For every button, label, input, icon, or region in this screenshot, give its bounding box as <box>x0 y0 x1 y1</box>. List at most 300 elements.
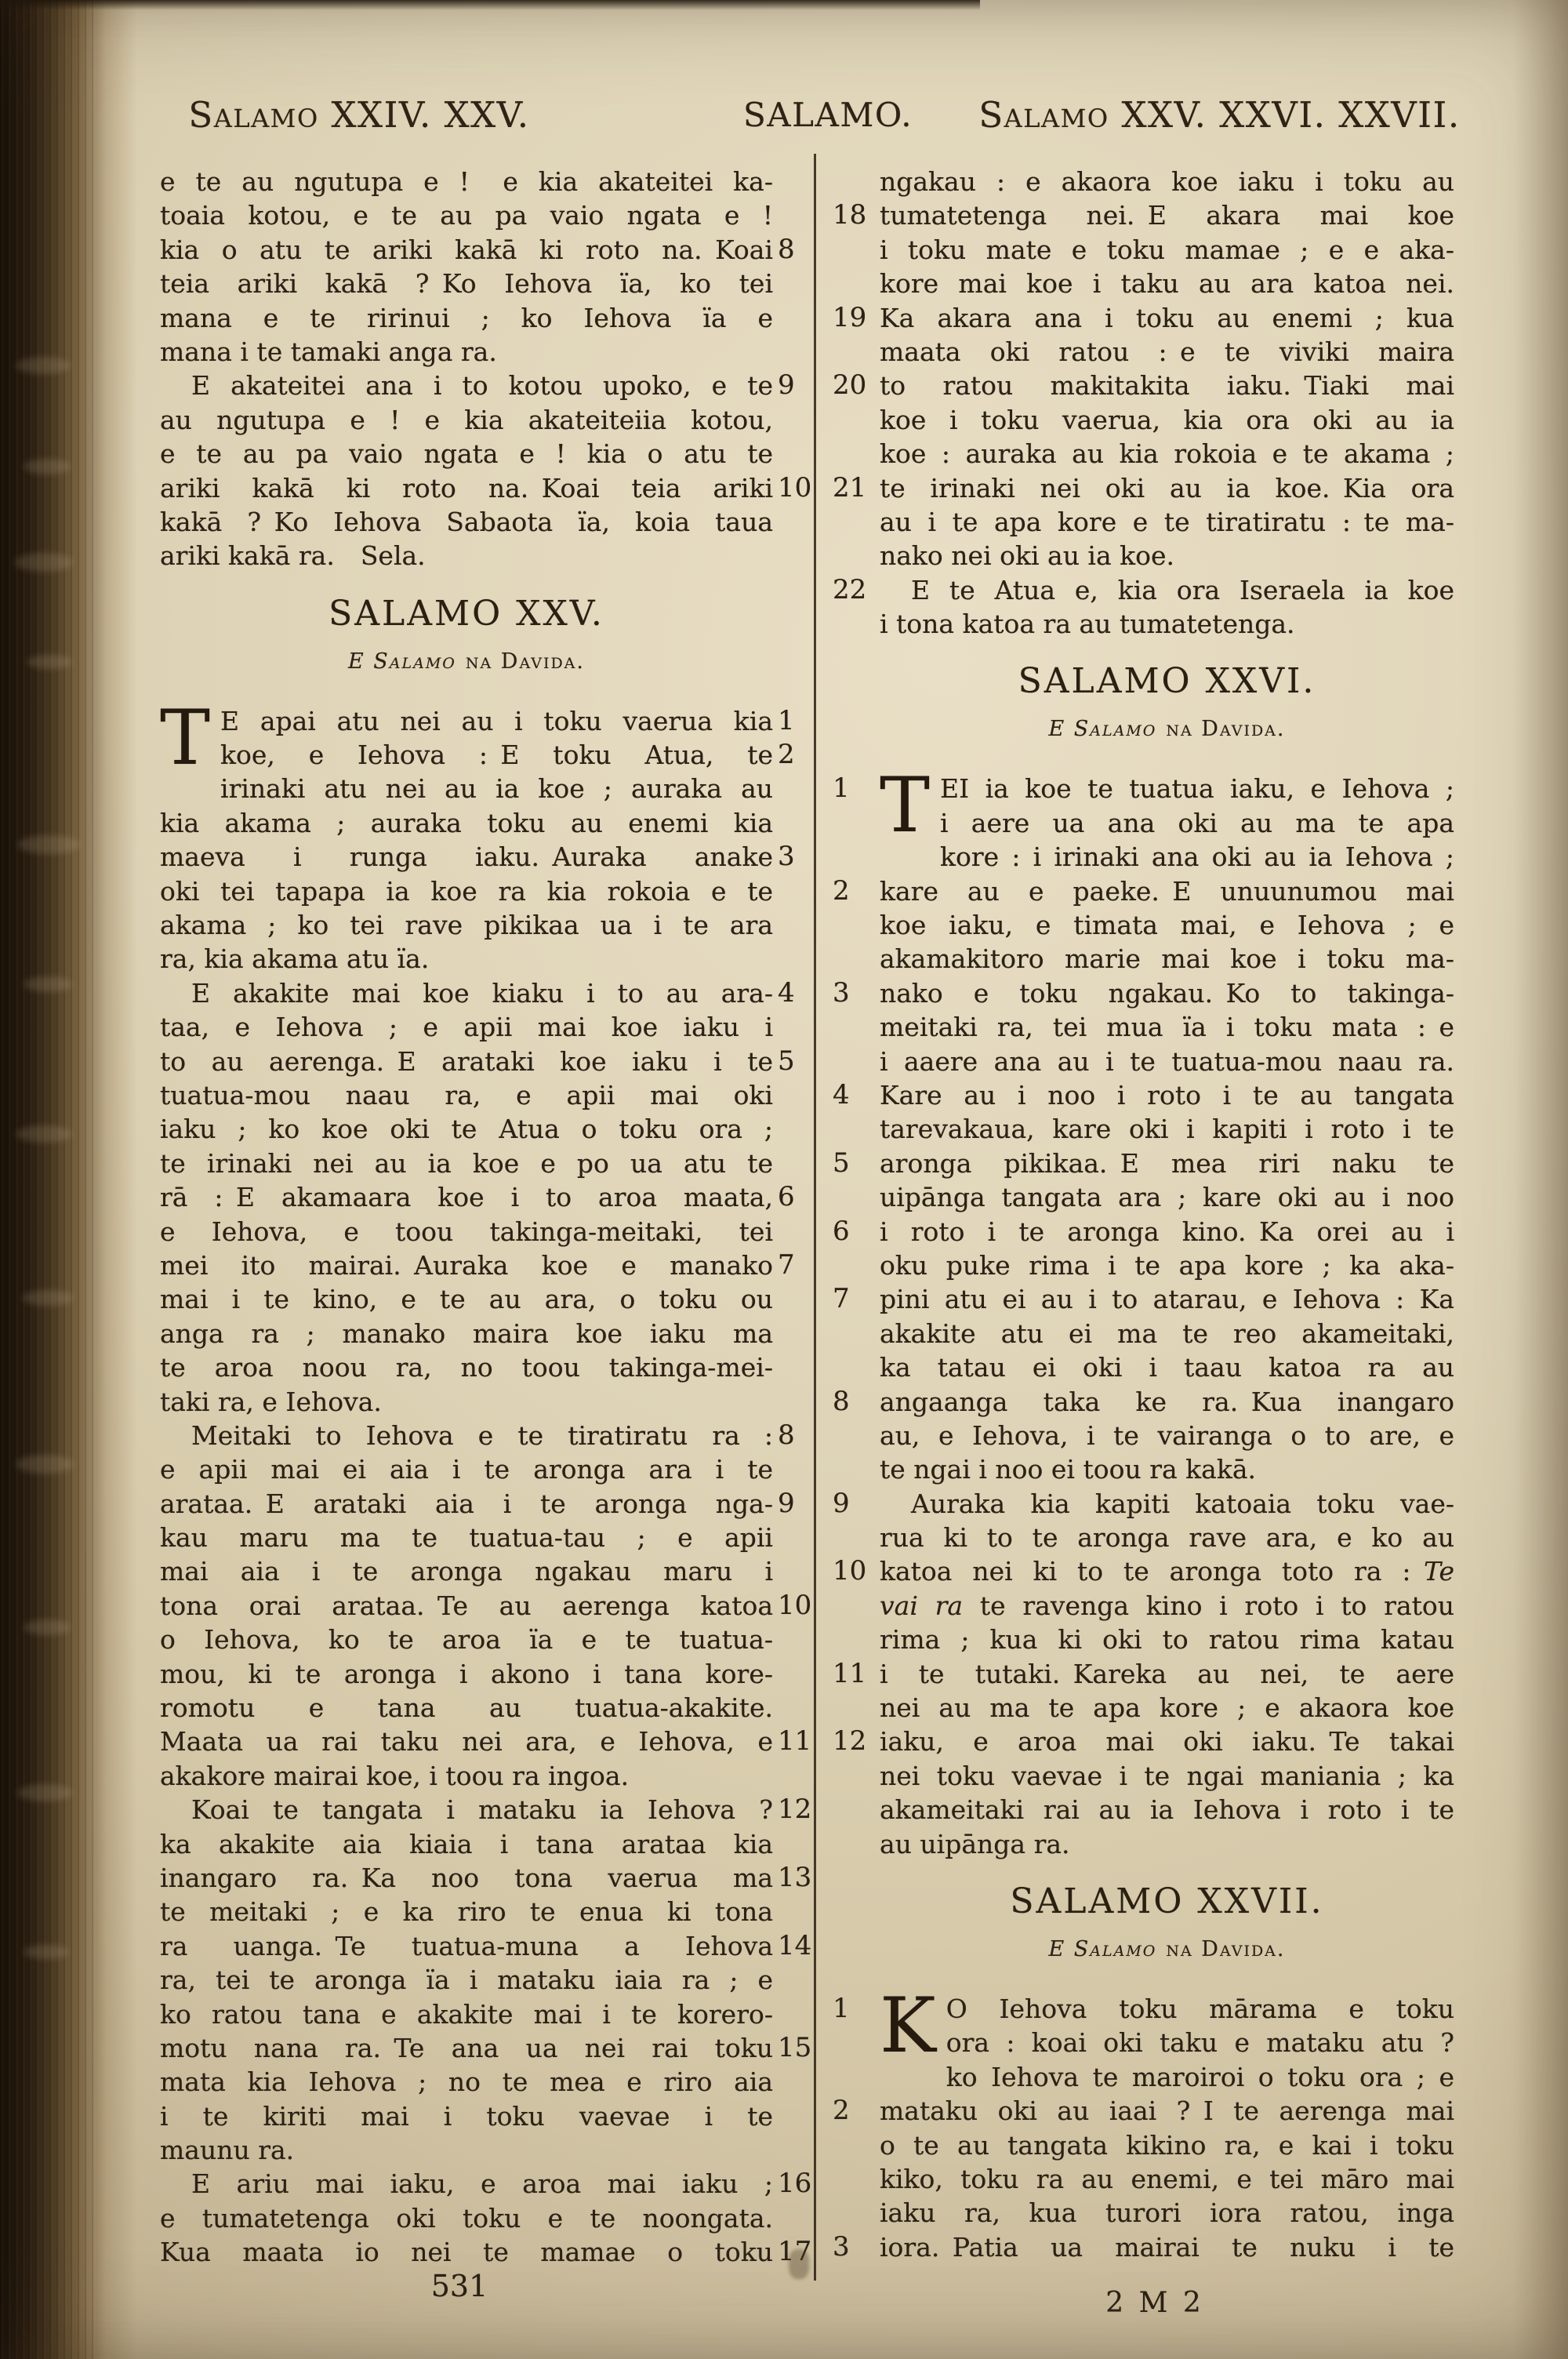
text-line-content: to ratou makitakita iaku. Tiaki mai <box>880 370 1454 402</box>
verse-number: 22 <box>833 573 867 605</box>
verse-number: 10 <box>833 1555 867 1587</box>
text-line <box>833 1147 1454 1180</box>
text-line <box>160 772 773 805</box>
verse-number: 11 <box>833 1657 867 1689</box>
text-line <box>160 874 773 908</box>
text-line <box>160 1861 812 1895</box>
text-line-content: O Iehova toku mārama e toku <box>946 1993 1454 2024</box>
text-line-content: e tumatetenga oki toku e te noongata. <box>160 2202 773 2234</box>
printers-signature: 2 M 2 <box>1105 2287 1204 2319</box>
text-line <box>880 2128 1454 2162</box>
text-line-content: Kua maata io nei te mamae o toku <box>160 2237 773 2268</box>
verse-number: 8 <box>833 1385 850 1417</box>
text-line <box>160 2167 812 2201</box>
text-line-content: i roto i te aronga kino. Ka orei au i <box>880 1216 1454 1247</box>
text-line <box>160 1623 773 1656</box>
text-line <box>160 1691 773 1725</box>
gutter-smudge <box>24 1945 69 1959</box>
verse-number: 19 <box>833 301 867 333</box>
gutter-smudge <box>24 1619 71 1635</box>
text-line <box>160 471 812 505</box>
text-line <box>880 1691 1454 1725</box>
text-line-content: E ariu mai iaku, e aroa mai iaku ; <box>191 2168 773 2200</box>
verse-number: 8 <box>778 1419 795 1451</box>
gutter-smudge <box>17 1784 72 1801</box>
text-line-content: e Iehova, e toou takinga-meitaki, tei <box>160 1216 773 1247</box>
drop-cap: K <box>880 1981 936 2070</box>
text-line-content: inangaro ra. Ka noo tona vaerua ma <box>160 1862 773 1893</box>
text-line-content: te irinaki nei oki au ia koe. Kia ora <box>880 472 1454 503</box>
verse-number: 3 <box>833 976 850 1009</box>
text-line <box>160 505 773 539</box>
verse-number: 7 <box>778 1249 795 1281</box>
verse-number: 15 <box>778 2031 812 2063</box>
text-line <box>160 1180 795 1214</box>
text-line-content: mata kia Iehova ; no te mea e riro aia <box>160 2066 773 2098</box>
text-line <box>880 2196 1454 2230</box>
text-line-content: meitaki ra, tei mua ïa i toku mata : e <box>880 1012 1454 1043</box>
text-line <box>880 1793 1454 1826</box>
text-line <box>160 2031 812 2065</box>
psalm-subtitle: E Salamo na Davida. <box>347 649 585 674</box>
text-line-content: nei toku vaevae i te ngai maniania ; ka <box>880 1760 1454 1791</box>
text-line-content: irinaki atu nei au ia koe ; auraka au <box>220 773 773 805</box>
text-line-content: akameitaki rai au ia Iehova i roto i te <box>880 1794 1454 1826</box>
text-line <box>880 942 1454 976</box>
text-line-content: nei au ma te apa kore ; e akaora koe <box>880 1692 1454 1724</box>
text-line <box>160 301 773 335</box>
text-line <box>160 1487 795 1521</box>
text-line-content: kiko, toku ra au enemi, e tei māro mai <box>880 2163 1454 2194</box>
text-line <box>880 1180 1454 1214</box>
verse-number: 17 <box>778 2236 812 2268</box>
text-line <box>880 1317 1454 1350</box>
verse-number: 4 <box>833 1078 850 1110</box>
text-line-content: i tona katoa ra au tumatetenga. <box>880 609 1295 640</box>
text-line <box>160 1419 795 1452</box>
text-line-content: rā : E akamaara koe i to aroa maata, <box>160 1182 773 1213</box>
text-line <box>880 607 1454 641</box>
text-line-content: ra, kia akama atu ïa. <box>160 943 430 975</box>
text-line-content: kia akama ; auraka toku au enemi kia <box>160 807 773 838</box>
text-line <box>833 2094 1454 2128</box>
text-line-content: koe i toku vaerua, kia ora oki au ia <box>880 404 1454 435</box>
verse-number: 14 <box>778 1929 812 1961</box>
text-line <box>160 165 773 198</box>
text-line <box>160 1589 812 1623</box>
text-line <box>833 1215 1454 1249</box>
text-line <box>880 1045 1454 1078</box>
text-line-content: iaku ra, kua turori iora ratou, inga <box>880 2197 1454 2229</box>
verse-number: 21 <box>833 471 867 503</box>
text-line <box>880 806 1454 840</box>
text-line-content: mana e te ririnui ; ko Iehova ïa e <box>160 302 773 333</box>
verse-number: 2 <box>833 2095 850 2127</box>
text-line-content: au uipānga ra. <box>880 1828 1070 1859</box>
text-line <box>160 1147 773 1180</box>
text-line-content: motu nana ra. Te ana ua nei rai toku <box>160 2032 773 2063</box>
text-line <box>880 2162 1454 2196</box>
gutter-smudge <box>24 976 72 992</box>
text-line-content: e apii mai ei aia i te aronga ara i te <box>160 1454 773 1485</box>
drop-cap: T <box>880 761 931 850</box>
text-line-content: angaanga taka ke ra. Kua inangaro <box>880 1386 1454 1417</box>
psalm-subtitle: E Salamo na Davida. <box>1048 1936 1286 1961</box>
text-line-content: EI ia koe te tuatua iaku, e Iehova ; <box>940 773 1454 805</box>
verse-number: 20 <box>833 369 867 402</box>
text-line-content: ariki kakā ki roto na. Koai teia ariki <box>160 472 773 503</box>
text-line <box>160 908 773 942</box>
text-line <box>880 1521 1454 1554</box>
verse-number: 3 <box>778 841 795 873</box>
verse-number: 1 <box>778 704 795 736</box>
text-line-content: ko ratou tana e akakite mai i te korero- <box>160 1998 773 2030</box>
text-line <box>160 198 773 232</box>
text-line <box>160 1554 773 1588</box>
verse-number: 9 <box>778 1487 795 1519</box>
verse-number: 13 <box>778 1861 812 1893</box>
text-line-content: akakite atu ei ma te reo akameitaki, <box>880 1318 1454 1349</box>
text-line <box>160 1350 773 1384</box>
text-line <box>880 233 1454 267</box>
text-line <box>160 1657 773 1691</box>
text-line-content: i aaere ana au i te tuatua-mou naau ra. <box>880 1045 1454 1077</box>
verse-number: 3 <box>833 2230 850 2263</box>
psalm-heading: SALAMO XXVI. <box>1018 661 1316 702</box>
scan-top-edge <box>0 0 980 10</box>
text-line-content: katoa nei ki to te aronga toto ra : Te <box>880 1556 1454 1587</box>
verse-number: 5 <box>778 1045 795 1077</box>
text-line <box>833 1725 1454 1758</box>
verse-number: 1 <box>833 1992 850 2024</box>
text-line-content: kakā ? Ko Iehova Sabaota ïa, koia taua <box>160 506 773 537</box>
text-line <box>160 1282 773 1316</box>
text-line <box>160 437 773 471</box>
text-line-content: maata oki ratou : e te viviki maira <box>880 336 1454 367</box>
text-line-content: au, e Iehova, i te vairanga o to are, e <box>880 1419 1454 1451</box>
text-line <box>160 233 795 267</box>
verse-paragraph-dropcap <box>160 693 795 782</box>
text-line <box>833 976 1454 1010</box>
text-line-content: nako e toku ngakau. Ko to takinga- <box>880 977 1454 1009</box>
text-line-content: tarevakaua, kare oki i kapiti i roto i te <box>880 1114 1454 1145</box>
verse-number: 7 <box>833 1283 850 1315</box>
text-line <box>160 1521 773 1554</box>
text-line-content: pini atu ei au i to atarau, e Iehova : Ka <box>880 1284 1454 1315</box>
text-line-content: romotu e tana au tuatua-akakite. <box>160 1692 773 1724</box>
text-line-content: ka akakite aia kiaia i tana arataa kia <box>160 1828 773 1859</box>
text-line-content: Ka akara ana i toku au enemi ; kua <box>880 302 1454 333</box>
text-line-content: te aroa noou ra, no toou takinga-mei- <box>160 1352 773 1383</box>
text-line <box>880 908 1454 942</box>
text-line <box>833 772 1454 805</box>
text-line <box>160 267 773 300</box>
text-line-content: rua ki to te aronga rave ara, e ko au <box>880 1522 1454 1554</box>
text-line-content: tumatetenga nei. E akara mai koe <box>880 200 1454 231</box>
gutter-smudge <box>27 655 72 669</box>
text-line <box>160 704 795 738</box>
text-line-content: iaku, e aroa mai oki iaku. Te takai <box>880 1726 1454 1757</box>
text-line <box>880 1010 1454 1044</box>
text-line <box>160 1112 773 1146</box>
text-line-content: koe iaku, e timata mai, e Iehova ; e <box>880 910 1454 941</box>
text-line-content: kare au e paeke. E unuunumou mai <box>880 875 1454 907</box>
ink-blot <box>789 2249 809 2279</box>
gutter-smudge <box>22 1290 74 1306</box>
text-line <box>880 505 1454 539</box>
text-line <box>160 942 773 976</box>
text-line-content: te irinaki nei au ia koe e po ua atu te <box>160 1147 773 1179</box>
text-line <box>160 840 795 874</box>
text-line <box>160 1895 773 1928</box>
text-line <box>880 1419 1454 1452</box>
gutter-smudge <box>16 357 71 374</box>
text-line <box>160 2065 773 2099</box>
text-line <box>833 1554 1454 1588</box>
text-line <box>160 403 773 437</box>
text-line <box>880 840 1454 874</box>
text-line-content: e te au pa vaio ngata e ! kia o atu te <box>160 438 773 470</box>
text-line <box>833 1078 1454 1112</box>
psalm-subtitle: E Salamo na Davida. <box>1048 717 1286 742</box>
text-line-content: rima ; kua ki oki to ratou rima katau <box>880 1624 1454 1656</box>
text-line-content: E akateitei ana i to kotou upoko, e te <box>191 370 773 402</box>
text-line-content: oki tei tapapa ia koe ra kia rokoia e te <box>160 875 773 907</box>
verse-number: 11 <box>778 1725 812 1757</box>
text-line <box>160 1249 795 1282</box>
text-line-content: aronga pikikaa. E mea riri naku te <box>880 1147 1454 1179</box>
text-line <box>160 1317 773 1350</box>
psalm-heading: SALAMO XXVII. <box>1010 1881 1324 1921</box>
text-line <box>833 369 1454 402</box>
text-line-content: Auraka kia kapiti katoaia toku vae- <box>911 1488 1454 1519</box>
text-line-content: E akakite mai koe kiaku i to au ara- <box>191 977 773 1009</box>
text-line-content: Maata ua rai taku nei ara, e Iehova, e <box>160 1726 773 1757</box>
text-line <box>880 539 1454 572</box>
text-line <box>160 976 795 1010</box>
text-line <box>160 335 773 369</box>
text-line-content: i te tutaki. Kareka au nei, te aere <box>880 1658 1454 1689</box>
text-line-content: e te au ngutupa e ! e kia akateitei ka- <box>160 166 773 197</box>
text-line <box>833 1385 1454 1419</box>
page-number: 531 <box>430 2269 488 2303</box>
gutter-smudge <box>16 1455 74 1474</box>
text-line <box>880 1452 1454 1486</box>
text-line <box>160 539 773 572</box>
text-line <box>880 335 1454 369</box>
text-line-content: kore : i irinaki ana oki au ia Iehova ; <box>940 841 1454 873</box>
text-line <box>833 874 1454 908</box>
text-line <box>160 806 773 840</box>
verse-number: 8 <box>778 233 795 265</box>
text-line-content: oku puke rima i te apa kore ; ka aka- <box>880 1249 1454 1281</box>
text-line-content: maeva i runga iaku. Auraka anake <box>160 841 773 873</box>
drop-cap: T <box>160 693 211 782</box>
verse-number: 18 <box>833 199 867 231</box>
running-head-center: SALAMO. <box>743 96 913 134</box>
text-line-content: maunu ra. <box>160 2135 295 2166</box>
text-line-content: ora : koai oki taku e mataku atu ? <box>946 2027 1454 2059</box>
text-column-right <box>833 165 1455 2264</box>
text-line <box>833 573 1454 607</box>
text-line <box>160 1045 795 1078</box>
text-line <box>880 1759 1454 1793</box>
text-column-left <box>160 165 812 2270</box>
verse-number: 9 <box>778 369 795 402</box>
text-line-content: o Iehova, ko te aroa ïa e te tuatua- <box>160 1624 773 1656</box>
text-line <box>880 267 1454 300</box>
text-line-content: Kare au i noo i roto i te au tangata <box>880 1079 1454 1110</box>
scan-right-shade <box>1513 0 1568 2359</box>
text-line-content: mai i te kino, e te au ara, o toku ou <box>160 1284 773 1315</box>
text-line <box>160 738 795 772</box>
text-line-content: i aere ua ana oki au ma te apa <box>940 807 1454 838</box>
text-line-content: arataa. E arataki aia i te aronga nga- <box>160 1488 773 1519</box>
text-line-content: kia o atu te ariki kakā ki roto na. Koai <box>160 234 773 265</box>
text-line-content: nako nei oki au ia koe. <box>880 540 1175 572</box>
text-line <box>833 301 1454 335</box>
text-line-content: akakore mairai koe, i toou ra ingoa. <box>160 1760 630 1791</box>
gutter-smudge <box>17 835 80 854</box>
text-line <box>160 1385 773 1419</box>
running-head-right: Salamo XXV. XXVI. XXVII. <box>978 94 1461 136</box>
text-line <box>833 1487 1454 1521</box>
psalm-heading: SALAMO XXV. <box>328 593 604 634</box>
text-line <box>160 1010 773 1044</box>
verse-paragraph-dropcap <box>833 1981 1454 2070</box>
text-line-content: o te au tangata kikino ra, e kai i toku <box>880 2129 1454 2161</box>
text-line-content: iora. Patia ua mairai te nuku i te <box>880 2231 1454 2263</box>
verse-number: 12 <box>833 1725 867 1757</box>
text-line-content: mou, ki te aronga i akono i tana kore- <box>160 1658 773 1689</box>
text-line <box>833 1282 1454 1316</box>
verse-number: 6 <box>778 1181 795 1213</box>
gutter-smudge <box>24 459 71 474</box>
verse-number: 2 <box>833 874 850 907</box>
text-line-content: kore mai koe i taku au ara katoa nei. <box>880 268 1454 300</box>
text-line <box>160 2235 812 2269</box>
text-line-content: vai ra te ravenga kino i roto i to ratou <box>880 1590 1455 1621</box>
text-line <box>833 1992 1454 2026</box>
verse-number: 16 <box>778 2168 812 2200</box>
gutter-smudge <box>16 1125 72 1143</box>
text-line <box>880 403 1454 437</box>
verse-number: 5 <box>833 1147 850 1179</box>
text-line <box>160 1078 773 1112</box>
text-line-content: iaku ; ko koe oki te Atua o toku ora ; <box>160 1114 773 1145</box>
text-line <box>880 1589 1454 1623</box>
text-line <box>160 2099 773 2133</box>
text-line <box>160 1997 773 2031</box>
text-line-content: mana i te tamaki anga ra. <box>160 336 497 367</box>
text-line <box>160 2201 773 2235</box>
text-line <box>833 198 1454 232</box>
text-line-content: tuatua-mou naau ra, e apii mai oki <box>160 1079 773 1110</box>
text-line <box>160 369 795 402</box>
text-line <box>833 2230 1454 2264</box>
text-line <box>160 1725 812 1758</box>
text-line-content: tona orai arataa. Te au aerenga katoa <box>160 1590 773 1621</box>
text-line-content: i toku mate e toku mamae ; e e aka- <box>880 234 1454 265</box>
text-line-content: E apai atu nei au i toku vaerua kia <box>220 705 773 736</box>
verse-paragraph-dropcap <box>833 761 1454 850</box>
text-line-content: i te kiriti mai i toku vaevae i te <box>160 2100 773 2132</box>
text-line-content: mai aia i te aronga ngakau maru i <box>160 1556 773 1587</box>
text-line <box>833 1657 1454 1691</box>
text-line <box>833 471 1454 505</box>
verse-number: 2 <box>778 739 795 771</box>
text-line-content: Meitaki to Iehova e te tiratiratu ra : <box>191 1419 773 1451</box>
text-line-content: au i te apa kore e te tiratiratu : te ma- <box>880 506 1454 537</box>
text-line <box>880 2026 1454 2059</box>
text-line-content: au ngutupa e ! e kia akateiteiia kotou, <box>160 404 773 435</box>
text-line-content: ka tatau ei oki i taau katoa ra au <box>880 1352 1454 1383</box>
text-line-content: kau maru ma te tuatua-tau ; e apii <box>160 1522 773 1554</box>
text-line <box>160 1215 773 1249</box>
text-line <box>880 1623 1454 1656</box>
text-line <box>880 2060 1454 2094</box>
text-line <box>160 1452 773 1486</box>
text-line-content: E te Atua e, kia ora Iseraela ia koe <box>911 574 1454 605</box>
gutter-smudge <box>14 553 73 572</box>
text-line-content: anga ra ; manako maira koe iaku ma <box>160 1318 773 1349</box>
text-line <box>160 1963 773 1997</box>
page-edge-streaks <box>0 0 98 2359</box>
text-line-content: to au aerenga. E arataki koe iaku i te <box>160 1045 773 1077</box>
verse-number: 1 <box>833 772 850 805</box>
book-gutter <box>0 0 137 2359</box>
verse-number: 6 <box>833 1215 850 1247</box>
text-line-content: taa, e Iehova ; e apii mai koe iaku i <box>160 1012 773 1043</box>
text-line-content: akamakitoro marie mai koe i toku ma- <box>880 943 1454 975</box>
text-line-content: mei ito mairai. Auraka koe e manako <box>160 1249 773 1281</box>
text-line-content: te ngai i noo ei toou ra kakā. <box>880 1454 1256 1485</box>
text-line-content: ariki kakā ra. Sela. <box>160 540 426 572</box>
text-line <box>880 1112 1454 1146</box>
text-line <box>880 1827 1454 1861</box>
text-line-content: taki ra, e Iehova. <box>160 1386 382 1417</box>
text-line-content: uipānga tangata ara ; kare oki au i noo <box>880 1182 1454 1213</box>
text-line <box>160 1793 812 1826</box>
verse-number: 10 <box>778 1589 812 1621</box>
text-line <box>160 1929 812 1963</box>
text-line <box>160 1827 773 1861</box>
verse-number: 12 <box>778 1794 812 1826</box>
text-line <box>160 1759 773 1793</box>
text-line-content: te meitaki ; e ka riro te enua ki tona <box>160 1896 773 1928</box>
text-line-content: Koai te tangata i mataku ia Iehova ? <box>191 1794 773 1826</box>
text-line <box>880 1249 1454 1282</box>
text-line-content: toaia kotou, e te au pa vaio ngata e ! <box>160 200 773 231</box>
verse-number: 9 <box>833 1487 850 1519</box>
text-line-content: koe, e Iehova : E toku Atua, te <box>220 740 773 771</box>
verse-number: 4 <box>778 976 795 1009</box>
text-line-content: ko Iehova te maroiroi o toku ora ; e <box>946 2061 1454 2092</box>
verse-number: 10 <box>778 471 812 503</box>
text-line <box>160 2133 773 2167</box>
running-head-left: Salamo XXIV. XXV. <box>188 94 530 136</box>
text-line-content: ra uanga. Te tuatua-muna a Iehova <box>160 1930 773 1961</box>
text-line <box>880 1350 1454 1384</box>
text-line-content: koe : auraka au kia rokoia e te akama ; <box>880 438 1454 470</box>
text-line-content: ngakau : e akaora koe iaku i toku au <box>880 166 1454 197</box>
text-line-content: teia ariki kakā ? Ko Iehova ïa, ko tei <box>160 268 773 300</box>
text-line-content: mataku oki au iaai ? I te aerenga mai <box>880 2095 1454 2127</box>
text-line <box>880 165 1454 198</box>
text-line-content: ra, tei te aronga ïa i mataku iaia ra ; e <box>160 1965 773 1996</box>
text-line <box>880 437 1454 471</box>
text-line-content: akama ; ko tei rave pikikaa ua i te ara <box>160 910 773 941</box>
